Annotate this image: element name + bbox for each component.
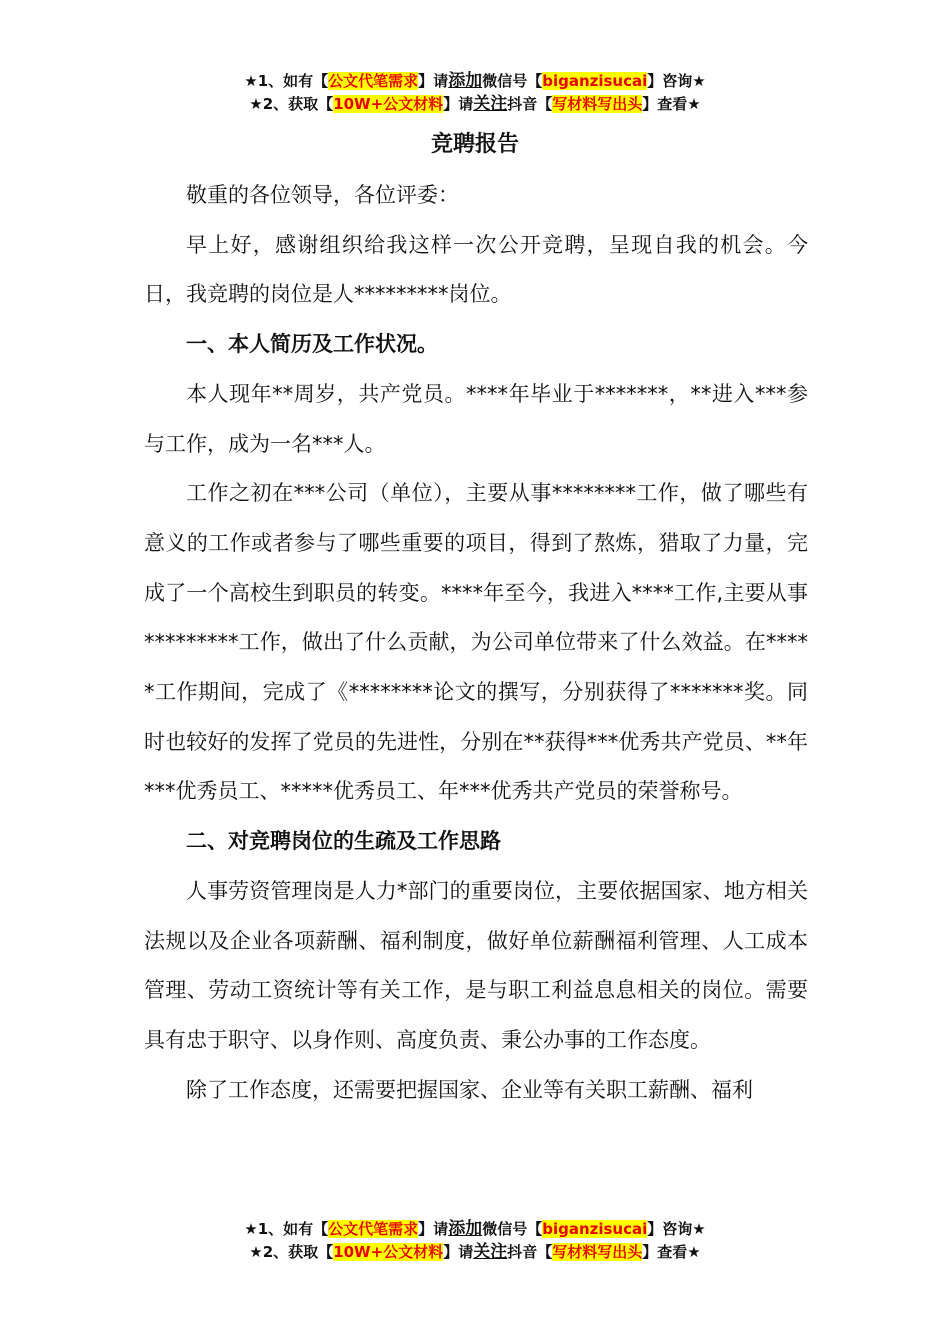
banner-douyin-id: 写材料写出头 <box>552 95 643 113</box>
greeting-paragraph: 敬重的各位领导，各位评委： <box>186 183 459 207</box>
banner-text: 】请 <box>443 1243 474 1261</box>
banner-underlined: 关注 <box>473 1242 508 1262</box>
banner-highlight: 公文代笔需求 <box>328 1220 419 1238</box>
banner-underlined: 添加 <box>448 71 483 91</box>
intro-paragraph: 早上好，感谢组织给我这样一次公开竞聘，呈现自我的机会。今日，我竞聘的岗位是人*********岗位。 <box>144 232 808 307</box>
banner-text: 】请 <box>443 95 474 113</box>
banner-underlined: 添加 <box>448 1219 483 1239</box>
banner-text: 】请 <box>418 1220 449 1238</box>
body-paragraph: 人事劳资管理岗是人力*部门的重要岗位，主要依据国家、地方相关法规以及企业各项薪酬、福利制度，做好单位薪酬福利管理、人工成本管理、劳动工资统计等有关工作，是与职工利益息息相关的岗位。需要具有忠于职守、以身作则、高度负责、秉公办事的工作态度。 <box>144 878 808 1052</box>
banner-highlight: 10W+公文材料 <box>333 1243 444 1261</box>
top-banner <box>0 70 950 116</box>
banner-underlined: 关注 <box>473 94 508 114</box>
banner-line-2 <box>0 1241 950 1264</box>
banner-text: 】查看★ <box>642 1243 701 1261</box>
banner-highlight: 公文代笔需求 <box>328 72 419 90</box>
banner-highlight: 10W+公文材料 <box>333 95 444 113</box>
banner-text: ★2、获取【 <box>249 1243 334 1261</box>
banner-text: ★2、获取【 <box>249 95 334 113</box>
banner-line-1 <box>0 70 950 93</box>
banner-text: 】查看★ <box>642 95 701 113</box>
banner-wechat-id: biganzisucai <box>542 1220 648 1238</box>
body-paragraph: 本人现年**周岁，共产党员。****年毕业于*******，**进入***参与工作，成为一名***人。 <box>144 381 808 456</box>
banner-line-2 <box>0 93 950 116</box>
document-title: 竞聘报告 <box>430 132 519 157</box>
document-body <box>144 171 808 1115</box>
banner-wechat-id: biganzisucai <box>542 72 648 90</box>
section-heading-2: 二、对竞聘岗位的生疏及工作思路 <box>186 829 501 854</box>
section-heading-1: 一、本人简历及工作状况。 <box>186 332 438 357</box>
bottom-banner <box>0 1218 950 1264</box>
body-paragraph: 除了工作态度，还需要把握国家、企业等有关职工薪酬、福利 <box>186 1077 753 1102</box>
banner-text: 微信号【 <box>482 72 543 90</box>
banner-line-1 <box>0 1218 950 1241</box>
banner-text: 抖音【 <box>507 95 553 113</box>
banner-text: 微信号【 <box>482 1220 543 1238</box>
banner-douyin-id: 写材料写出头 <box>552 1243 643 1261</box>
banner-text: 抖音【 <box>507 1243 553 1261</box>
banner-text: 】咨询★ <box>647 72 706 90</box>
banner-text: ★1、如有【 <box>244 72 329 90</box>
banner-text: 】咨询★ <box>647 1220 706 1238</box>
banner-text: ★1、如有【 <box>244 1220 329 1238</box>
banner-text: 】请 <box>418 72 449 90</box>
body-paragraph: 工作之初在***公司（单位），主要从事********工作，做了哪些有意义的工作或者参与了哪些重要的项目，得到了熬炼，猎取了力量，完成了一个高校生到职员的转变。****年至今，我进入****工作,主要从事*********工作，做出了什么贡献，为公司单位带来了什么效益。在*****工作期间，完成了《********论文的撰写，分别获得了*******奖。同时也较好的发挥了党员的先进性，分别在**获得***优秀共产党员、**年***优秀员工、*****优秀员工、年***优秀共产党员的荣誉称号。 <box>144 481 808 804</box>
